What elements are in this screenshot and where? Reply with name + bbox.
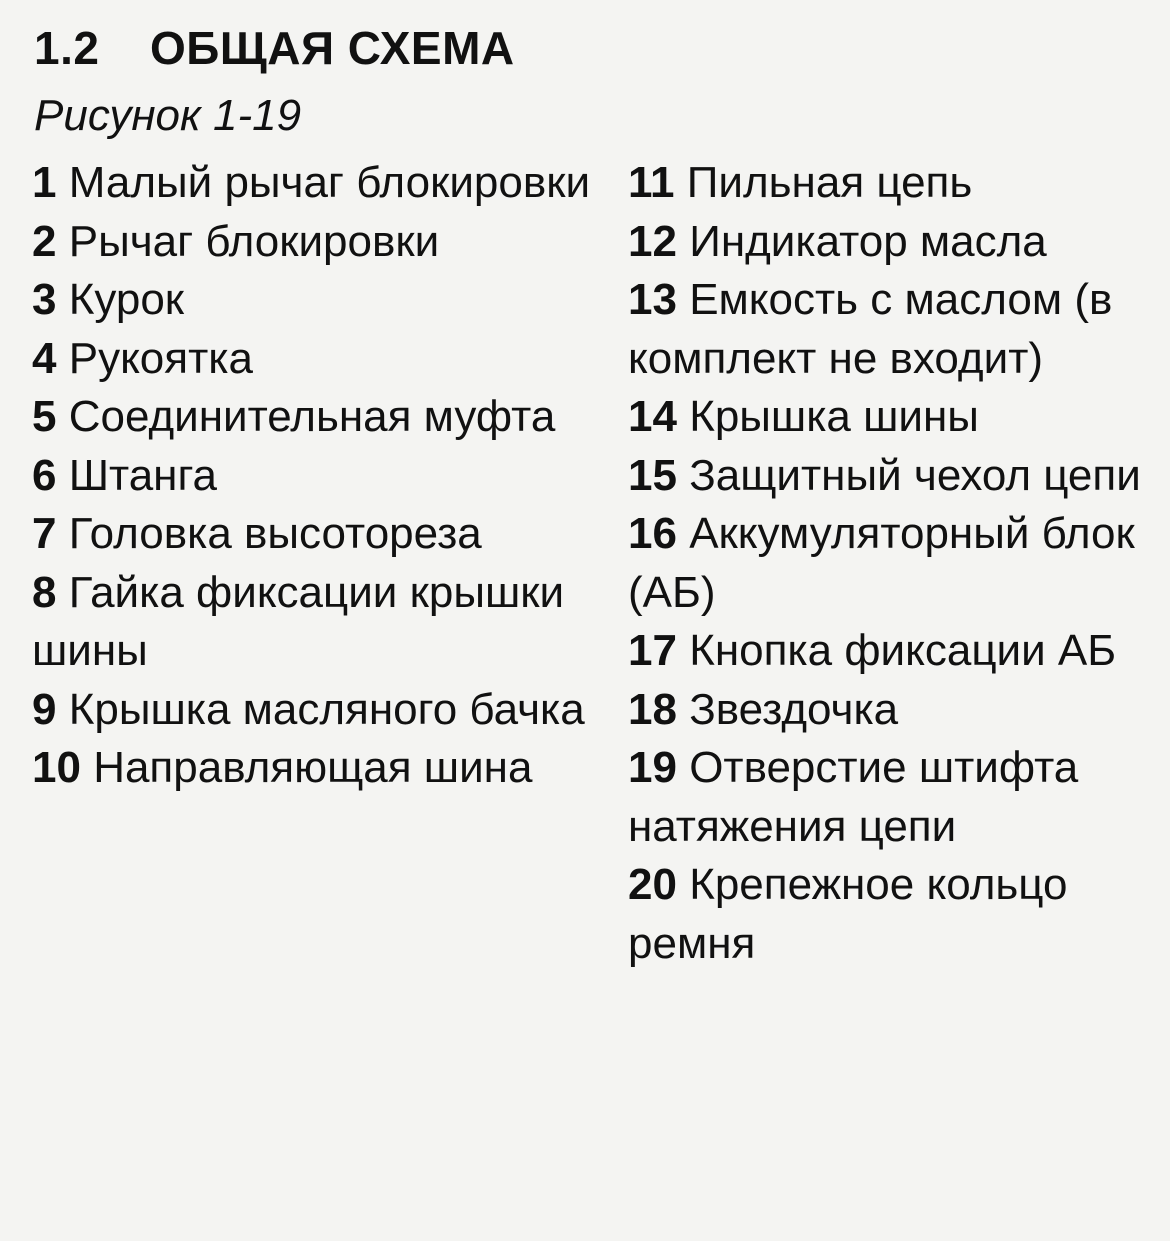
part-label: Кнопка фиксации АБ [689, 626, 1117, 675]
part-item-6 [32, 447, 592, 506]
parts-list-right [628, 154, 1158, 973]
part-item-8 [32, 564, 592, 681]
part-number: 7 [32, 509, 57, 558]
part-label: Звездочка [689, 684, 899, 734]
part-item-17 [628, 622, 1158, 681]
part-label: Аккумуляторный блок (АБ) [628, 509, 1135, 617]
part-item-15 [628, 447, 1158, 506]
part-number: 3 [32, 275, 57, 324]
part-number: 5 [32, 392, 57, 441]
part-number: 9 [32, 684, 57, 734]
part-number: 13 [628, 275, 677, 324]
part-number: 1 [32, 158, 57, 207]
part-number: 2 [32, 216, 57, 266]
part-label: Индикатор масла [689, 216, 1047, 266]
part-number: 17 [628, 626, 677, 675]
part-label: Крышка шины [689, 392, 979, 441]
part-label: Курок [68, 275, 185, 324]
part-item-5 [32, 388, 592, 447]
section-number: 1.2 [34, 22, 100, 74]
part-number: 19 [628, 743, 677, 792]
part-label: Крышка масляного бачка [68, 684, 585, 734]
part-label: Защитный чехол цепи [689, 450, 1141, 500]
part-item-14 [628, 388, 1158, 447]
part-number: 4 [32, 333, 57, 383]
part-label: Рычаг блокировки [68, 216, 440, 266]
part-label: Пильная цепь [686, 158, 973, 207]
part-number: 15 [628, 450, 677, 500]
part-item-20 [628, 856, 1158, 973]
part-label: Рукоятка [68, 333, 253, 383]
part-label: Головка высотореза [68, 509, 482, 558]
part-item-7 [32, 505, 592, 564]
part-item-2 [32, 213, 592, 272]
part-number: 8 [32, 567, 57, 617]
part-label: Соединительная муфта [68, 392, 556, 441]
part-number: 16 [628, 509, 677, 558]
part-item-1 [32, 154, 592, 213]
part-item-11 [628, 154, 1158, 213]
part-item-19 [628, 739, 1158, 856]
part-label: Емкость с маслом (в комплект не входит) [628, 275, 1113, 383]
part-number: 10 [32, 743, 81, 792]
part-label: Крепежное кольцо ремня [628, 860, 1068, 968]
part-number: 14 [628, 392, 677, 441]
parts-list-left [32, 154, 592, 798]
part-item-13 [628, 271, 1158, 388]
part-label: Отверстие штифта натяжения цепи [628, 743, 1079, 851]
part-label: Штанга [68, 450, 218, 500]
part-item-10 [32, 739, 592, 798]
part-label: Гайка фиксации крышки шины [32, 567, 565, 675]
part-label: Направляющая шина [93, 743, 533, 792]
section-title: ОБЩАЯ СХЕМА [150, 22, 515, 74]
part-item-3 [32, 271, 592, 330]
section-heading [34, 20, 515, 76]
part-number: 20 [628, 860, 677, 909]
part-item-9 [32, 681, 592, 740]
part-number: 12 [628, 216, 677, 266]
part-item-12 [628, 213, 1158, 272]
part-number: 11 [628, 158, 675, 207]
part-number: 18 [628, 684, 677, 734]
part-number: 6 [32, 450, 57, 500]
part-label: Малый рычаг блокировки [68, 158, 591, 207]
figure-caption: Рисунок 1-19 [34, 91, 302, 140]
part-item-16 [628, 505, 1158, 622]
part-item-4 [32, 330, 592, 389]
part-item-18 [628, 681, 1158, 740]
